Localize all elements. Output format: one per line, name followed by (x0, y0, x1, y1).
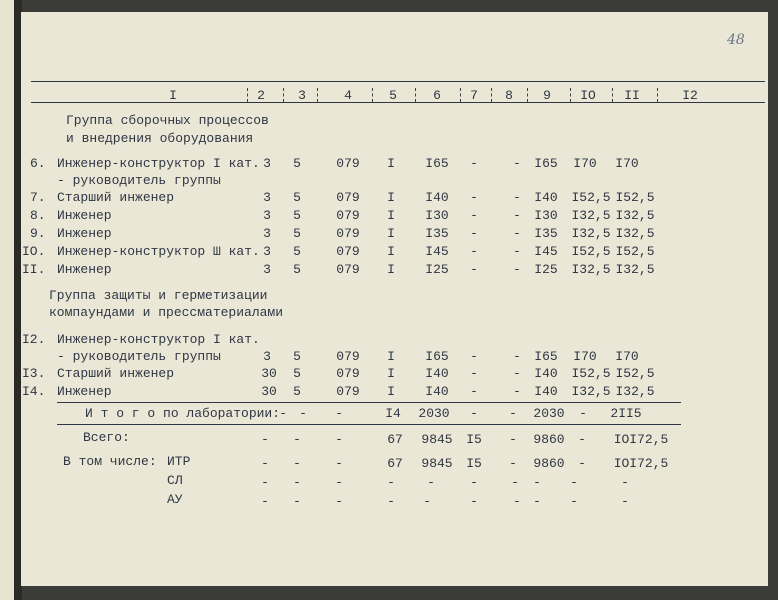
row-number: 7. (30, 190, 46, 205)
cell-col5: I (387, 366, 395, 381)
cell-col6: 9845 (421, 432, 453, 447)
cell-col2: 3 (263, 190, 271, 205)
position-name: Инженер-конструктор I кат. (57, 156, 260, 171)
position-name: - руководитель группы (57, 173, 221, 188)
cell-col8: - (509, 432, 517, 447)
cell-col11: I32,5 (615, 226, 655, 241)
cell-col9: I65 (534, 349, 558, 364)
position-name: Инженер (57, 262, 112, 277)
position-name: Инженер (57, 226, 112, 241)
cell-col2: - (279, 406, 287, 421)
cell-col7: - (470, 262, 478, 277)
cell-col10: I52,5 (571, 366, 611, 381)
cell-col8: - (513, 226, 521, 241)
cell-col10: I70 (573, 349, 597, 364)
cell-col3: 5 (293, 208, 301, 223)
position-name: Инженер (57, 384, 112, 399)
cell-col4: 079 (336, 366, 360, 381)
cell-col11: I32,5 (615, 384, 655, 399)
cell-col11: IOI72,5 (613, 432, 669, 447)
cell-col8: - (513, 262, 521, 277)
cell-col10: I32,5 (571, 226, 611, 241)
group-title: компаундами и прессматериалами (49, 305, 284, 320)
cell-col2: 3 (263, 262, 271, 277)
row-number: IO. (22, 244, 46, 259)
cell-col9: - (533, 494, 541, 509)
cell-col6: I45 (425, 244, 449, 259)
cell-col6: I40 (425, 190, 449, 205)
cell-col10: - (578, 456, 586, 471)
cell-col11: 2II5 (610, 406, 642, 421)
cell-col9: I25 (534, 262, 558, 277)
cell-col5: - (387, 475, 395, 490)
cell-col10: I52,5 (571, 244, 611, 259)
cell-col5: I4 (385, 406, 401, 421)
cell-col2: - (261, 475, 269, 490)
cell-col8: - (513, 349, 521, 364)
cell-col7: I5 (466, 456, 482, 471)
cell-col6: I40 (425, 366, 449, 381)
cell-col5: I (387, 208, 395, 223)
cell-col9: - (533, 475, 541, 490)
cell-col9: 2030 (533, 406, 565, 421)
col-separator (491, 88, 492, 102)
cell-col5: I (387, 262, 395, 277)
binder-edge (0, 0, 15, 600)
cell-col3: 5 (293, 262, 301, 277)
cell-col2: 30 (261, 366, 277, 381)
cell-col3: 5 (293, 384, 301, 399)
cell-col3: 5 (293, 156, 301, 171)
cell-col11: I70 (615, 349, 639, 364)
cell-col9: I45 (534, 244, 558, 259)
group-title: Группа сборочных процессов (66, 113, 269, 128)
row-number: I2. (22, 332, 46, 347)
cell-col11: I70 (615, 156, 639, 171)
cell-col3: 5 (293, 244, 301, 259)
col-header-7: 7 (470, 88, 478, 103)
cell-col3: 5 (293, 190, 301, 205)
cell-col3: - (293, 456, 301, 471)
cell-col3: 5 (293, 349, 301, 364)
cell-col4: - (335, 432, 343, 447)
cell-col5: - (387, 494, 395, 509)
cell-col2: 3 (263, 226, 271, 241)
cell-col4: 079 (336, 384, 360, 399)
cell-col4: 079 (336, 226, 360, 241)
col-header-10: IO (580, 88, 596, 103)
cell-col10: - (579, 406, 587, 421)
cell-col8: - (513, 244, 521, 259)
cell-col7: - (470, 349, 478, 364)
col-header-11: II (624, 88, 640, 103)
cell-col6: 9845 (421, 456, 453, 471)
group-title: Группа защиты и герметизации (49, 288, 268, 303)
col-separator (415, 88, 416, 102)
cell-col4: - (335, 494, 343, 509)
cell-col9: I30 (534, 208, 558, 223)
col-separator (657, 88, 658, 102)
cell-col9: I35 (534, 226, 558, 241)
page-number: 48 (727, 32, 745, 48)
col-header-3: 3 (298, 88, 306, 103)
cell-col2: 3 (263, 349, 271, 364)
position-name: Старший инженер (57, 190, 175, 205)
row-number: 8. (30, 208, 46, 223)
cell-col3: 5 (293, 226, 301, 241)
cell-col7: - (470, 226, 478, 241)
cell-col9: I40 (534, 366, 558, 381)
cell-col9: 9860 (533, 456, 565, 471)
cell-col8: - (513, 384, 521, 399)
cell-col11: I32,5 (615, 262, 655, 277)
col-header-4: 4 (344, 88, 352, 103)
header-top-rule (31, 81, 765, 82)
total-top-rule (57, 402, 681, 403)
breakdown-row-label: СЛ (167, 473, 183, 488)
breakdown-row-label: АУ (167, 492, 183, 507)
cell-col7: - (470, 475, 478, 490)
cell-col5: 67 (387, 432, 403, 447)
cell-col4: 079 (336, 156, 360, 171)
cell-col11: IOI72,5 (613, 456, 669, 471)
cell-col4: 079 (336, 190, 360, 205)
col-separator (247, 88, 248, 102)
cell-col2: 3 (263, 208, 271, 223)
cell-col3: - (293, 432, 301, 447)
cell-col10: - (570, 494, 578, 509)
row-number: II. (22, 262, 46, 277)
cell-col7: - (470, 406, 478, 421)
cell-col4: 079 (336, 349, 360, 364)
document-page (21, 12, 768, 586)
cell-col8: - (513, 156, 521, 171)
cell-col3: - (299, 406, 307, 421)
cell-col9: I40 (534, 384, 558, 399)
cell-col7: - (470, 208, 478, 223)
col-header-8: 8 (505, 88, 513, 103)
cell-col2: - (261, 494, 269, 509)
col-separator (317, 88, 318, 102)
grand-total-label: Всего: (83, 430, 130, 445)
cell-col11: I32,5 (615, 208, 655, 223)
lab-total-label: И т о г о по лаборатории: (85, 406, 281, 421)
row-number: 9. (30, 226, 46, 241)
col-separator (570, 88, 571, 102)
col-header-1: I (169, 88, 177, 103)
cell-col10: - (570, 475, 578, 490)
cell-col3: - (293, 475, 301, 490)
cell-col8: - (511, 475, 519, 490)
cell-col6: I65 (425, 349, 449, 364)
col-header-12: I2 (682, 88, 698, 103)
cell-col7: - (470, 156, 478, 171)
cell-col6: - (427, 475, 435, 490)
total-bottom-rule (57, 424, 681, 425)
cell-col11: I52,5 (615, 366, 655, 381)
cell-col10: I70 (573, 156, 597, 171)
col-header-6: 6 (433, 88, 441, 103)
cell-col8: - (513, 190, 521, 205)
cell-col8: - (513, 208, 521, 223)
cell-col8: - (509, 456, 517, 471)
cell-col8: - (513, 494, 521, 509)
cell-col7: - (470, 244, 478, 259)
cell-col4: - (335, 456, 343, 471)
col-header-9: 9 (543, 88, 551, 103)
cell-col8: - (513, 366, 521, 381)
cell-col4: - (335, 475, 343, 490)
cell-col5: I (387, 244, 395, 259)
breakdown-row-label: ИТР (167, 454, 191, 469)
cell-col10: I52,5 (571, 190, 611, 205)
cell-col9: I40 (534, 190, 558, 205)
cell-col3: 5 (293, 366, 301, 381)
cell-col11: - (621, 475, 629, 490)
cell-col2: 3 (263, 156, 271, 171)
position-name: - руководитель группы (57, 349, 221, 364)
cell-col2: - (261, 432, 269, 447)
col-separator (372, 88, 373, 102)
position-name: Старший инженер (57, 366, 175, 381)
cell-col5: I (387, 156, 395, 171)
cell-col10: - (578, 432, 586, 447)
position-name: Инженер-конструктор I кат. (57, 332, 260, 347)
header-bottom-rule (31, 102, 765, 103)
cell-col11: - (621, 494, 629, 509)
col-header-5: 5 (389, 88, 397, 103)
cell-col6: I25 (425, 262, 449, 277)
cell-col11: I52,5 (615, 244, 655, 259)
position-name: Инженер-конструктор Ш кат. (57, 244, 260, 259)
cell-col5: 67 (387, 456, 403, 471)
cell-col4: 079 (336, 244, 360, 259)
cell-col9: 9860 (533, 432, 565, 447)
cell-col7: - (470, 384, 478, 399)
cell-col2: 3 (263, 244, 271, 259)
cell-col3: - (293, 494, 301, 509)
cell-col11: I52,5 (615, 190, 655, 205)
col-separator (527, 88, 528, 102)
cell-col5: I (387, 384, 395, 399)
cell-col7: - (470, 190, 478, 205)
cell-col4: 079 (336, 208, 360, 223)
cell-col6: I35 (425, 226, 449, 241)
breakdown-label: В том числе: (63, 454, 157, 469)
cell-col4: - (335, 406, 343, 421)
cell-col5: I (387, 349, 395, 364)
cell-col7: - (470, 494, 478, 509)
cell-col7: - (470, 366, 478, 381)
cell-col6: I65 (425, 156, 449, 171)
position-name: Инженер (57, 208, 112, 223)
cell-col10: I32,5 (571, 208, 611, 223)
cell-col2: - (261, 456, 269, 471)
col-header-2: 2 (257, 88, 265, 103)
col-separator (283, 88, 284, 102)
cell-col5: I (387, 226, 395, 241)
cell-col5: I (387, 190, 395, 205)
group-title: и внедрения оборудования (66, 131, 254, 146)
col-separator (612, 88, 613, 102)
cell-col6: I40 (425, 384, 449, 399)
cell-col8: - (509, 406, 517, 421)
col-separator (460, 88, 461, 102)
cell-col6: I30 (425, 208, 449, 223)
row-number: 6. (30, 156, 46, 171)
cell-col10: I32,5 (571, 262, 611, 277)
cell-col4: 079 (336, 262, 360, 277)
cell-col9: I65 (534, 156, 558, 171)
cell-col6: 2030 (418, 406, 450, 421)
cell-col2: 30 (261, 384, 277, 399)
row-number: I4. (22, 384, 46, 399)
row-number: I3. (22, 366, 46, 381)
cell-col6: - (423, 494, 431, 509)
cell-col7: I5 (466, 432, 482, 447)
cell-col10: I32,5 (571, 384, 611, 399)
